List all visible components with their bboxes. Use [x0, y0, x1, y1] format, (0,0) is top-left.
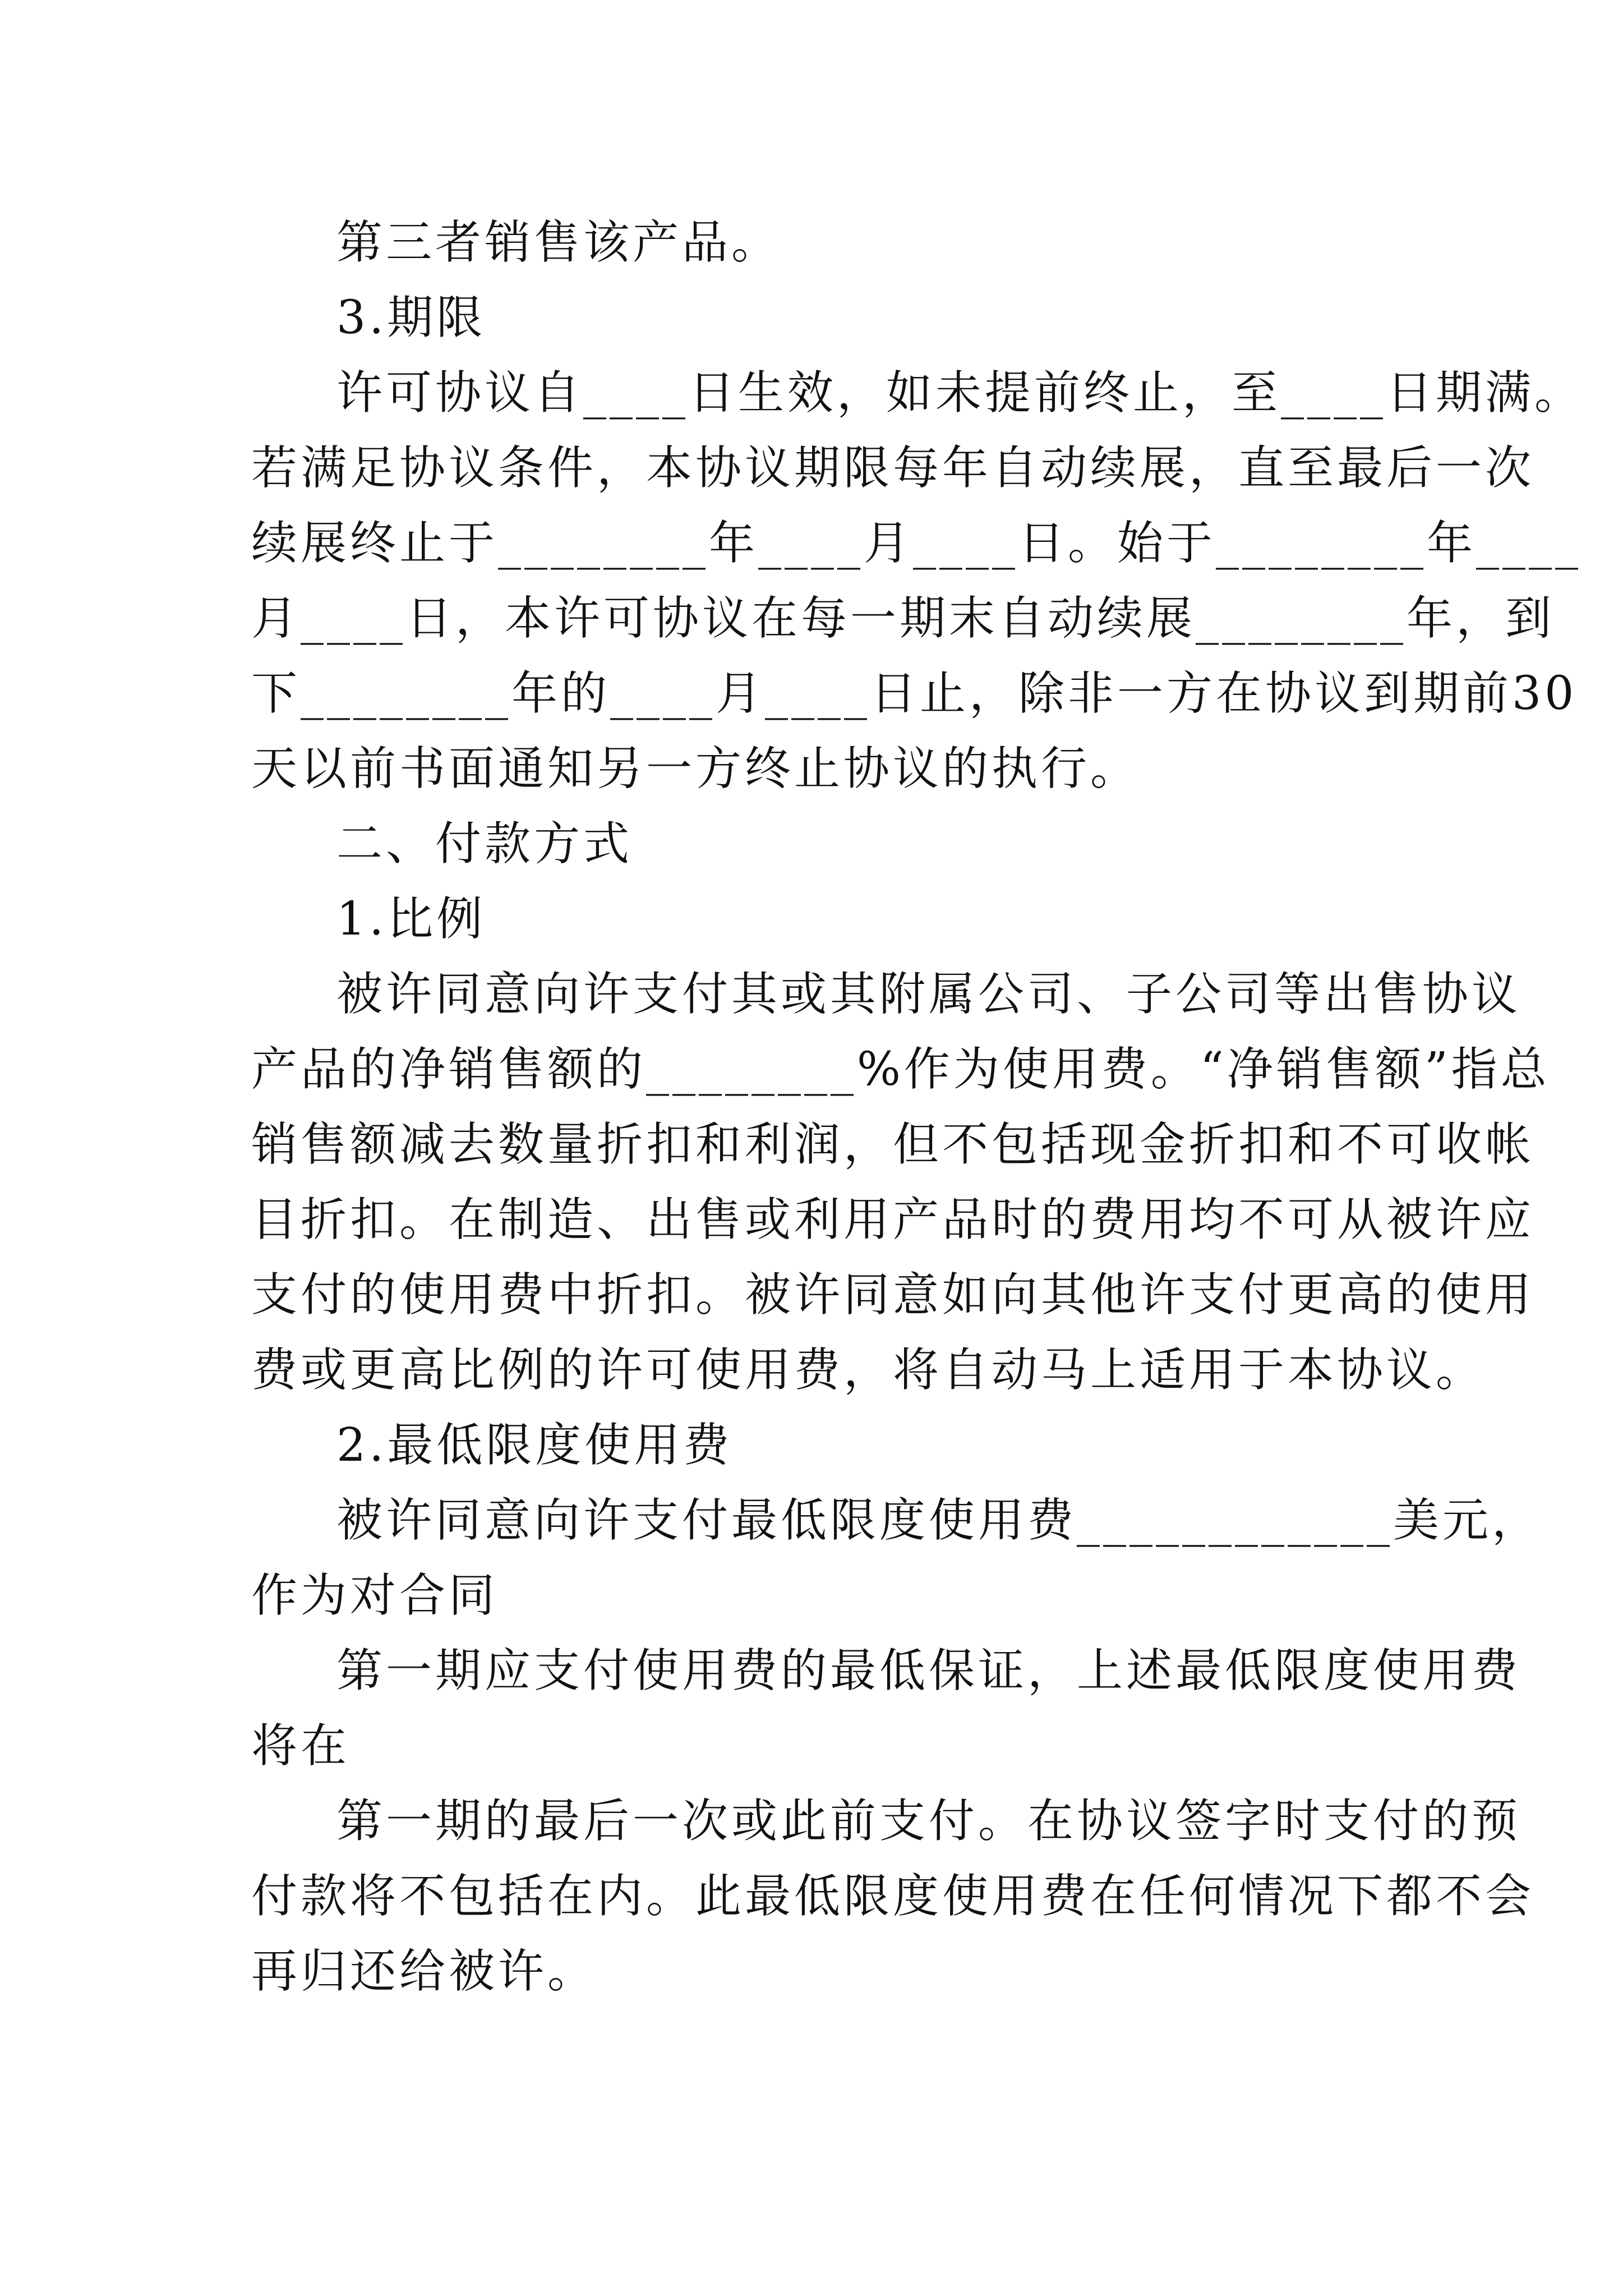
- text-line-7: 下________年的____月____日止，除非一方在协议到期前30: [251, 667, 1578, 720]
- text-line-1: 第三者销售该产品。: [336, 216, 781, 269]
- text-line-23: 付款将不包括在内。此最低限度使用费在任何情况下都不会: [251, 1870, 1535, 1923]
- text-line-16: 费或更高比例的许可使用费，将自动马上适用于本协议。: [251, 1343, 1486, 1397]
- text-line-19: 作为对合同: [251, 1569, 499, 1622]
- section-heading-payment: 二、付款方式: [336, 817, 633, 871]
- text-line-24: 再归还给被许。: [251, 1945, 597, 1998]
- text-line-14: 目折扣。在制造、出售或利用产品时的费用均不可从被许应: [251, 1193, 1535, 1246]
- text-line-21: 将在: [251, 1719, 351, 1773]
- text-line-12: 产品的净销售额的________%作为使用费。“净销售额”指总: [251, 1043, 1550, 1096]
- text-line-5: 续展终止于________年____月____日。始于________年____: [251, 517, 1581, 570]
- section-heading-ratio: 1.比例: [336, 892, 486, 946]
- text-line-18: 被许同意向许支付最低限度使用费____________美元，: [336, 1494, 1542, 1547]
- text-line-8: 天以前书面通知另一方终止协议的执行。: [251, 742, 1140, 795]
- text-line-4: 若满足协议条件，本协议期限每年自动续展，直至最后一次: [251, 441, 1535, 495]
- text-line-22: 第一期的最后一次或此前支付。在协议签字时支付的预: [336, 1795, 1521, 1848]
- text-line-13: 销售额减去数量折扣和利润，但不包括现金折扣和不可收帐: [251, 1118, 1535, 1171]
- section-heading-term: 3.期限: [336, 291, 486, 344]
- text-line-6: 月____日，本许可协议在每一期末自动续展________年，到: [251, 592, 1555, 645]
- section-heading-minimum-fee: 2.最低限度使用费: [336, 1419, 733, 1472]
- text-line-15: 支付的使用费中折扣。被许同意如向其他许支付更高的使用: [251, 1268, 1535, 1322]
- text-line-3: 许可协议自____日生效，如未提前终止，至____日期满。: [336, 366, 1584, 420]
- text-line-20: 第一期应支付使用费的最低保证，上述最低限度使用费: [336, 1644, 1521, 1697]
- text-line-11: 被许同意向许支付其或其附属公司、子公司等出售协议: [336, 968, 1521, 1021]
